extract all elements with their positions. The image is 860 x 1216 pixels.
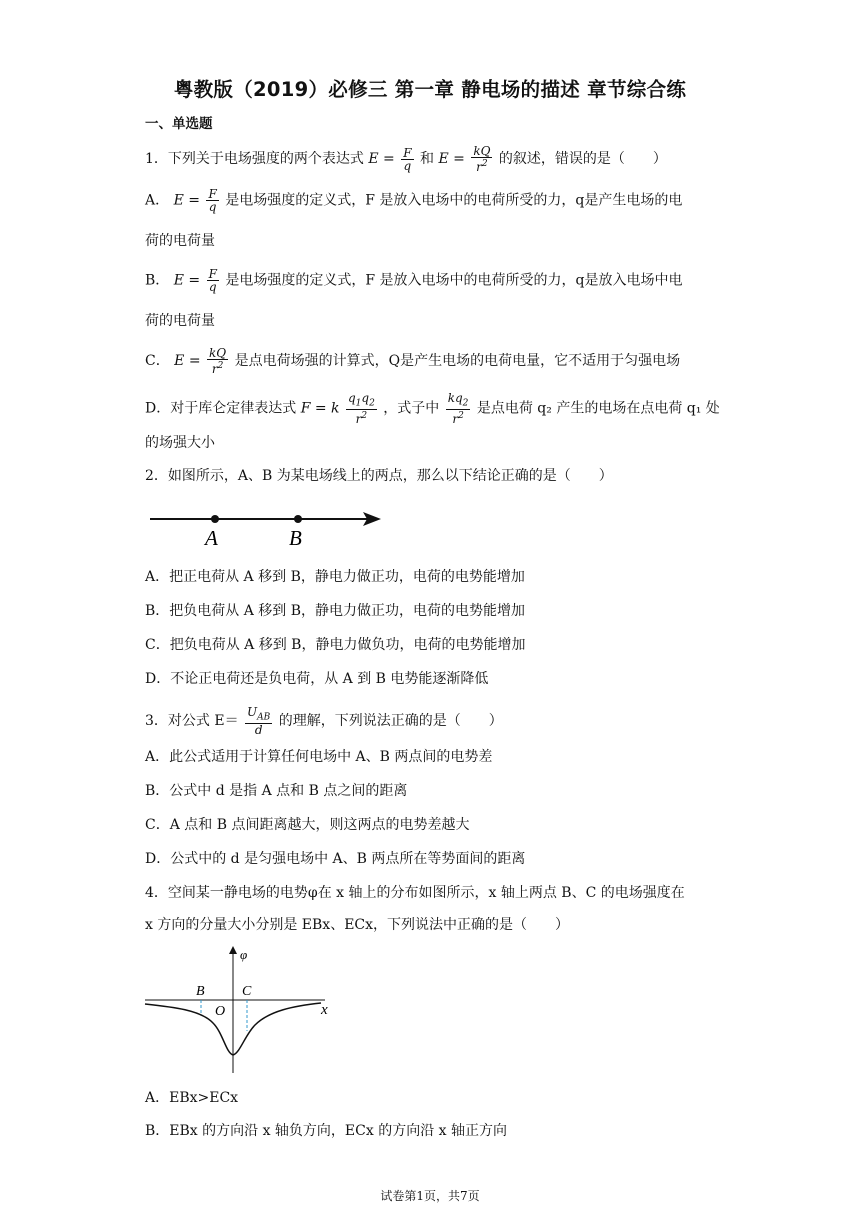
option-text: 是电场强度的定义式，F 是放入电场中的电荷所受的力，q是放入电场中电 — [225, 272, 683, 289]
q1-option-a-cont: 荷的电荷量 — [145, 233, 215, 249]
q3-stem-end: 的理解，下列说法正确的是（ ） — [278, 713, 503, 730]
fraction-kq2-over-r2: $\frac{kq_2}{r^2}$ — [447, 391, 469, 427]
q1-stem-and: 和 — [420, 151, 435, 167]
formula-e-def: E = — [368, 151, 395, 167]
option-label: A． — [145, 192, 170, 209]
fraction-q1q2-over-r2: $\frac{q_1q_2}{r^2}$ — [347, 391, 375, 427]
q4-option-b: B．EBx 的方向沿 x 轴负方向，ECx 的方向沿 x 轴正方向 — [145, 1123, 508, 1139]
electric-field-line-diagram — [145, 503, 385, 553]
q2-stem: 2．如图所示，A、B 为某电场线上的两点，那么以下结论正确的是（ ） — [145, 468, 613, 484]
fraction-f-over-q: $\frac{F}{q}$ — [208, 267, 217, 294]
formula-coulomb: F = k — [300, 400, 340, 417]
point-a-dot — [211, 515, 219, 523]
q1-option-c — [145, 347, 680, 375]
q3-stem — [145, 706, 503, 736]
q4-option-a: A．EBx>ECx — [145, 1090, 239, 1106]
option-label: C． — [145, 353, 170, 369]
fraction-f-over-q: $\frac{F}{q}$ — [403, 145, 412, 173]
q3-option-c: C．A 点和 B 点间距离越大，则这两点的电势差越大 — [145, 817, 470, 833]
q1-option-a — [145, 188, 682, 213]
q4-stem-line1: 4．空间某一静电场的电势φ在 x 轴上的分布如图所示，x 轴上两点 B、C 的电场强度在 — [145, 885, 685, 901]
fraction-uab-over-d: $\frac{U_{AB}}{d}$ — [247, 705, 271, 738]
option-text: 是点电荷 q₂ 产生的电场在点电荷 q₁ 处 — [476, 400, 720, 417]
q3-option-d: D．公式中的 d 是匀强电场中 A、B 两点所在等势面间的距离 — [145, 851, 526, 867]
q2-option-b: B．把负电荷从 A 移到 B，静电力做正功，电荷的电势能增加 — [145, 603, 526, 619]
label-origin: O — [215, 1004, 226, 1019]
q2-option-a: A．把正电荷从 A 移到 B，静电力做正功，电荷的电势能增加 — [145, 569, 525, 585]
q4-stem-line2: x 方向的分量大小分别是 EBx、ECx，下列说法中正确的是（ ） — [145, 917, 570, 933]
q1-option-b-cont: 荷的电荷量 — [145, 313, 215, 329]
q1-option-d-cont: 的场强大小 — [145, 435, 215, 451]
q1-option-b — [145, 268, 683, 293]
q3-option-b: B．公式中 d 是指 A 点和 B 点之间的距离 — [145, 783, 408, 799]
label-a: A — [205, 526, 218, 550]
option-text: 是点电荷场强的计算式，Q是产生电场的电荷电量，它不适用于匀强电场 — [234, 353, 681, 369]
option-text: D．对于库仑定律表达式 — [145, 400, 297, 417]
label-c: C — [242, 984, 252, 999]
fraction-f-over-q: $\frac{F}{q}$ — [208, 187, 217, 214]
label-x: x — [321, 1002, 328, 1018]
label-b: B — [196, 984, 205, 999]
option-text: 是电场强度的定义式，F 是放入电场中的电荷所受的力，q是产生电场的电 — [225, 192, 683, 209]
page-title: 粤教版（2019）必修三 第一章 静电场的描述 章节综合练 — [173, 78, 687, 101]
potential-graph — [143, 945, 343, 1075]
section-heading: 一、单选题 — [145, 116, 213, 132]
option-label: B． — [145, 272, 170, 289]
formula-e-def: E = — [173, 272, 201, 289]
label-b: B — [289, 526, 302, 550]
formula-e-point: E = — [174, 353, 201, 369]
q3-option-a: A．此公式适用于计算任何电场中 A、B 两点间的电势差 — [145, 749, 493, 765]
q3-stem-text: 3．对公式 E＝ — [145, 713, 239, 730]
label-phi: φ — [240, 947, 248, 962]
fraction-kq-over-r2: $\frac{kQ}{r^2}$ — [209, 346, 227, 376]
y-arrow-icon — [229, 946, 237, 954]
q1-option-d — [145, 392, 720, 425]
point-b-dot — [294, 515, 302, 523]
option-text: ，式子中 — [383, 400, 440, 417]
formula-e-def: E = — [173, 192, 200, 209]
q2-option-c: C．把负电荷从 A 移到 B，静电力做负功，电荷的电势能增加 — [145, 637, 526, 653]
fraction-kq-over-r2: $\frac{kQ}{r^2}$ — [473, 144, 491, 174]
formula-e-point: E = — [438, 151, 465, 167]
page-footer: 试卷第1页，共7页 — [380, 1189, 480, 1203]
q2-option-d: D．不论正电荷还是负电荷，从 A 到 B 电势能逐渐降低 — [145, 671, 489, 687]
q1-stem-text: 1．下列关于电场强度的两个表达式 — [145, 151, 364, 167]
q1-stem — [145, 145, 667, 173]
q1-stem-end: 的叙述，错误的是（ ） — [498, 151, 667, 167]
